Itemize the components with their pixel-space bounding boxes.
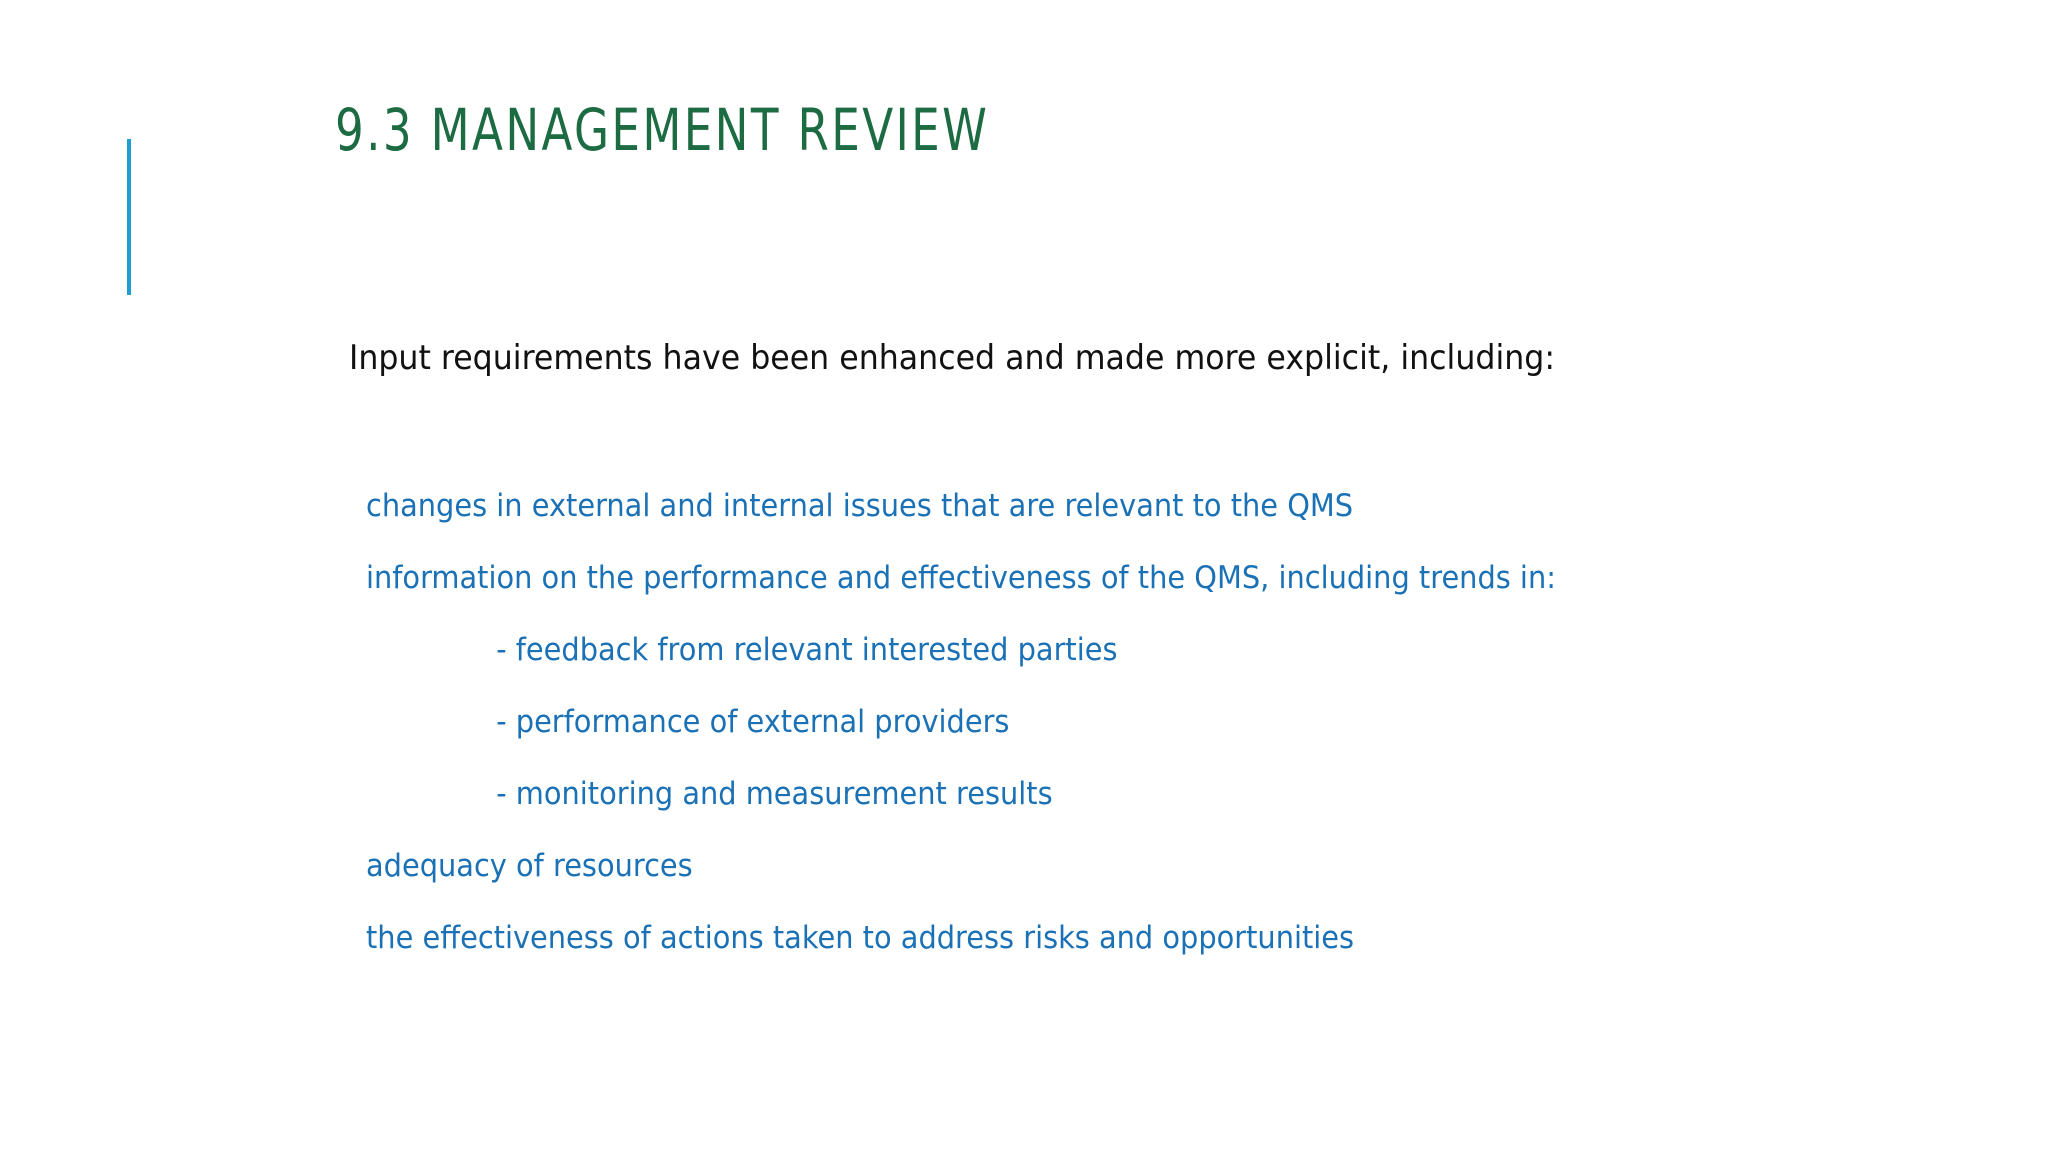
accent-bar — [127, 139, 131, 295]
intro-text: Input requirements have been enhanced and made more explicit, including: — [349, 338, 1556, 378]
list-item: the effectiveness of actions taken to address risks and opportunities — [366, 920, 1355, 956]
slide-title: 9.3 MANAGEMENT REVIEW — [335, 96, 990, 164]
list-item: information on the performance and effectiveness of the QMS, including trends in: — [366, 560, 1556, 596]
sub-list-item: - performance of external providers — [496, 704, 1010, 740]
list-item: changes in external and internal issues that are relevant to the QMS — [366, 488, 1354, 524]
sub-list-item: - feedback from relevant interested parties — [496, 632, 1118, 668]
sub-list-item: - monitoring and measurement results — [496, 776, 1053, 812]
input-requirements-list — [366, 480, 1646, 984]
list-item: adequacy of resources — [366, 848, 693, 884]
